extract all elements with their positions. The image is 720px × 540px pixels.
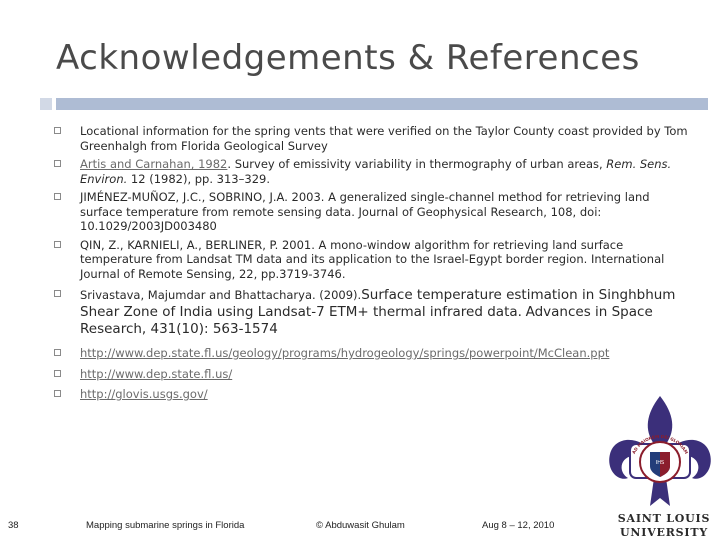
reference-link[interactable]: Artis and Carnahan, 1982 bbox=[80, 157, 228, 171]
square-bullet-icon bbox=[54, 390, 61, 397]
square-bullet-icon bbox=[54, 370, 61, 377]
reference-item bbox=[54, 190, 694, 234]
reference-item bbox=[54, 346, 694, 361]
journal-name: Rem. Sens. Environ. bbox=[80, 157, 672, 186]
reference-authors: Srivastava, Majumdar and Bhattacharya. (2009). bbox=[80, 288, 362, 302]
reference-text: . Survey of emissivity variability in thermography of urban areas, bbox=[227, 157, 603, 171]
footer-date: Aug 8 – 12, 2010 bbox=[482, 520, 555, 531]
university-logo bbox=[612, 512, 716, 540]
logo-line-2: UNIVERSITY bbox=[620, 526, 708, 539]
square-bullet-icon bbox=[54, 241, 61, 248]
square-bullet-icon bbox=[54, 160, 61, 167]
reference-item bbox=[54, 367, 694, 382]
seal-initials: IHS bbox=[655, 460, 665, 466]
reference-text: Locational information for the spring vents that were verified on the Taylor County coast provided by Tom Greenhalgh from Florida Geological Survey bbox=[80, 124, 688, 153]
journal-name: Advances in Space Research, 431(10): 563-1574 bbox=[80, 304, 653, 337]
footer-title: Mapping submarine springs in Florida bbox=[86, 520, 245, 531]
reference-text: 12 (1982), pp. 313–329. bbox=[127, 171, 270, 186]
title-accent-bar bbox=[56, 98, 708, 110]
fleur-de-lis-seal-icon bbox=[604, 394, 716, 512]
page-title: Acknowledgements & References bbox=[56, 38, 640, 78]
square-bullet-icon bbox=[54, 127, 61, 134]
reference-text: JIMÉNEZ-MUÑOZ, J.C., SOBRINO, J.A. 2003. A generalized single-channel method for retrieving land surface temperature from remote sensing data. Journal of Geophysical Research, 108, doi: 10.1029/2003JD003480 bbox=[80, 190, 650, 233]
seal-motto: AD MAIOREM DEI GLORIAM bbox=[630, 433, 689, 455]
reference-item bbox=[54, 157, 694, 186]
reference-item bbox=[54, 124, 694, 153]
square-bullet-icon bbox=[54, 349, 61, 356]
reference-item bbox=[54, 238, 694, 282]
reference-item bbox=[54, 287, 694, 338]
logo-line-1: SAINT LOUIS bbox=[617, 512, 711, 525]
reference-link[interactable]: http://www.dep.state.fl.us/ bbox=[80, 366, 233, 381]
reference-item bbox=[54, 387, 694, 402]
reference-title: Surface temperature estimation in Singhbhum Shear Zone of India using Landsat-7 ETM+ thermal infrared data. bbox=[80, 287, 676, 320]
title-accent-square bbox=[40, 98, 52, 110]
reference-text: QIN, Z., KARNIELI, A., BERLINER, P. 2001. A mono-window algorithm for retrieving land surface temperature from Landsat TM data and its application to the Israel-Egypt border region. International Journal of Remote Sensing, 22, pp.3719-3746. bbox=[80, 237, 665, 281]
footer-author: © Abduwasit Ghulam bbox=[316, 520, 405, 531]
reference-link[interactable]: http://glovis.usgs.gov/ bbox=[80, 387, 208, 401]
square-bullet-icon bbox=[54, 290, 61, 297]
page-number: 38 bbox=[8, 520, 19, 531]
square-bullet-icon bbox=[54, 193, 61, 200]
reference-list bbox=[54, 124, 694, 406]
reference-link[interactable]: http://www.dep.state.fl.us/geology/programs/hydrogeology/springs/powerpoint/McClean.ppt bbox=[80, 346, 610, 360]
